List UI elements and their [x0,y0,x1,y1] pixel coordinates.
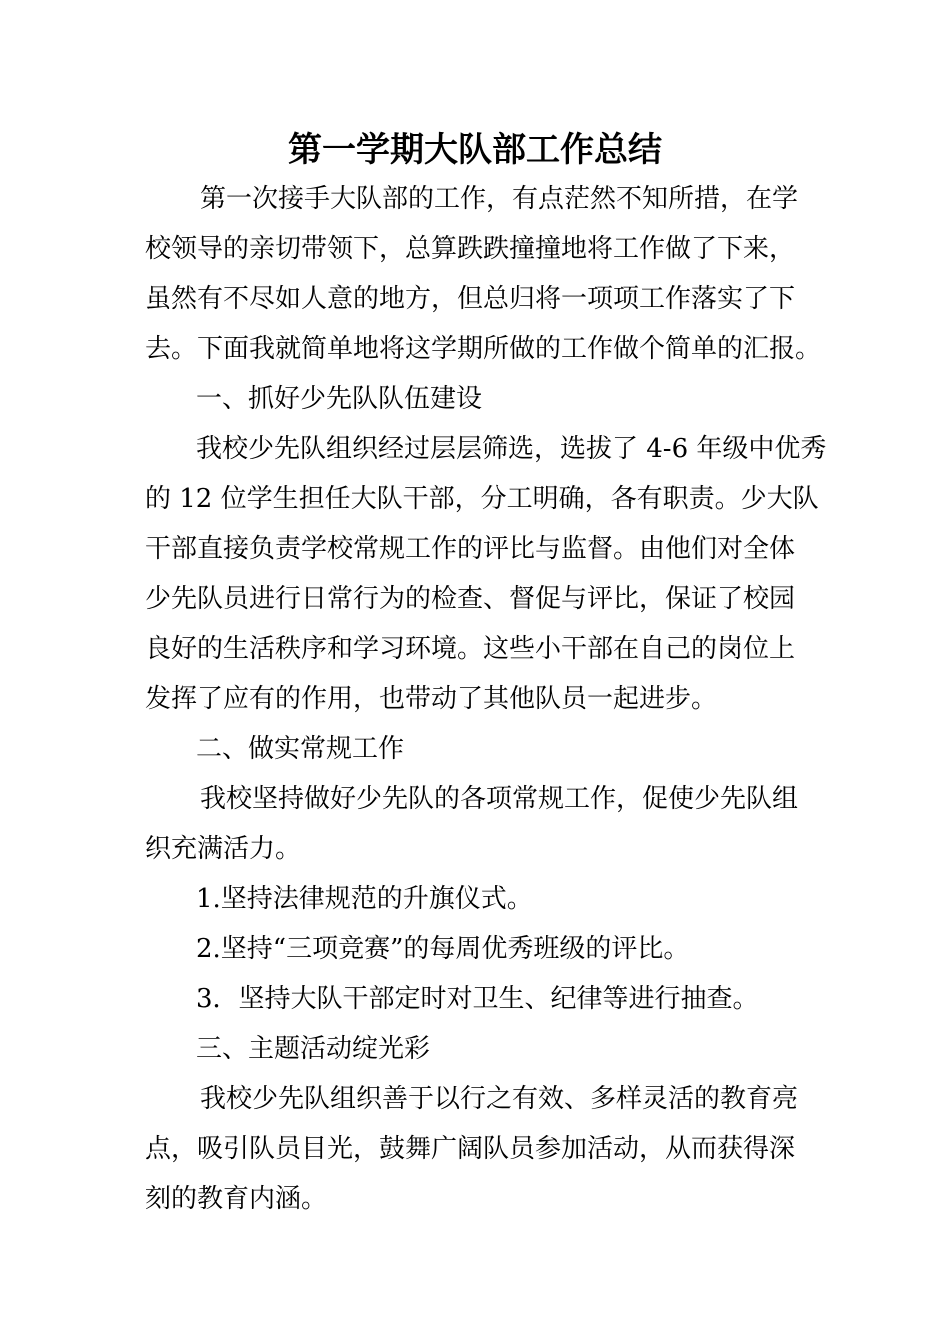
paragraph-line: 刻的教育内涵。 [145,1184,328,1214]
document-title: 第一学期大队部工作总结 [288,130,662,170]
list-item: 1.坚持法律规范的升旗仪式。 [196,884,533,914]
paragraph-line: 干部直接负责学校常规工作的评比与监督。由他们对全体 [145,534,796,564]
paragraph-line: 良好的生活秩序和学习环境。这些小干部在自己的岗位上 [145,634,796,664]
paragraph-line: 去。下面我就简单地将这学期所做的工作做个简单的汇报。 [145,334,822,364]
paragraph-line: 点，吸引队员目光，鼓舞广阔队员参加活动，从而获得深 [145,1134,796,1164]
list-item: 3．坚持大队干部定时对卫生、纪律等进行抽查。 [196,984,759,1014]
paragraph-line: 我校少先队组织经过层层筛选，选拔了 4-6 年级中优秀 [196,434,827,464]
paragraph-line: 校领导的亲切带领下，总算跌跌撞撞地将工作做了下来， [145,234,796,264]
paragraph-line: 我校少先队组织善于以行之有效、多样灵活的教育亮 [200,1084,799,1114]
paragraph-line: 我校坚持做好少先队的各项常规工作，促使少先队组 [200,784,799,814]
section-heading: 一、抓好少先队队伍建设 [196,384,483,414]
paragraph-line: 的 12 位学生担任大队干部，分工明确，各有职责。少大队 [145,484,819,514]
paragraph-line: 第一次接手大队部的工作，有点茫然不知所措，在学 [200,184,799,214]
paragraph-line: 虽然有不尽如人意的地方，但总归将一项项工作落实了下 [145,284,796,314]
section-heading: 三、主题活动绽光彩 [196,1034,431,1064]
paragraph-line: 发挥了应有的作用，也带动了其他队员一起进步。 [145,684,718,714]
paragraph-line: 少先队员进行日常行为的检查、督促与评比，保证了校园 [145,584,796,614]
paragraph-line: 织充满活力。 [145,834,302,864]
section-heading: 二、做实常规工作 [196,734,405,764]
list-item: 2.坚持“三项竞赛”的每周优秀班级的评比。 [196,934,690,964]
